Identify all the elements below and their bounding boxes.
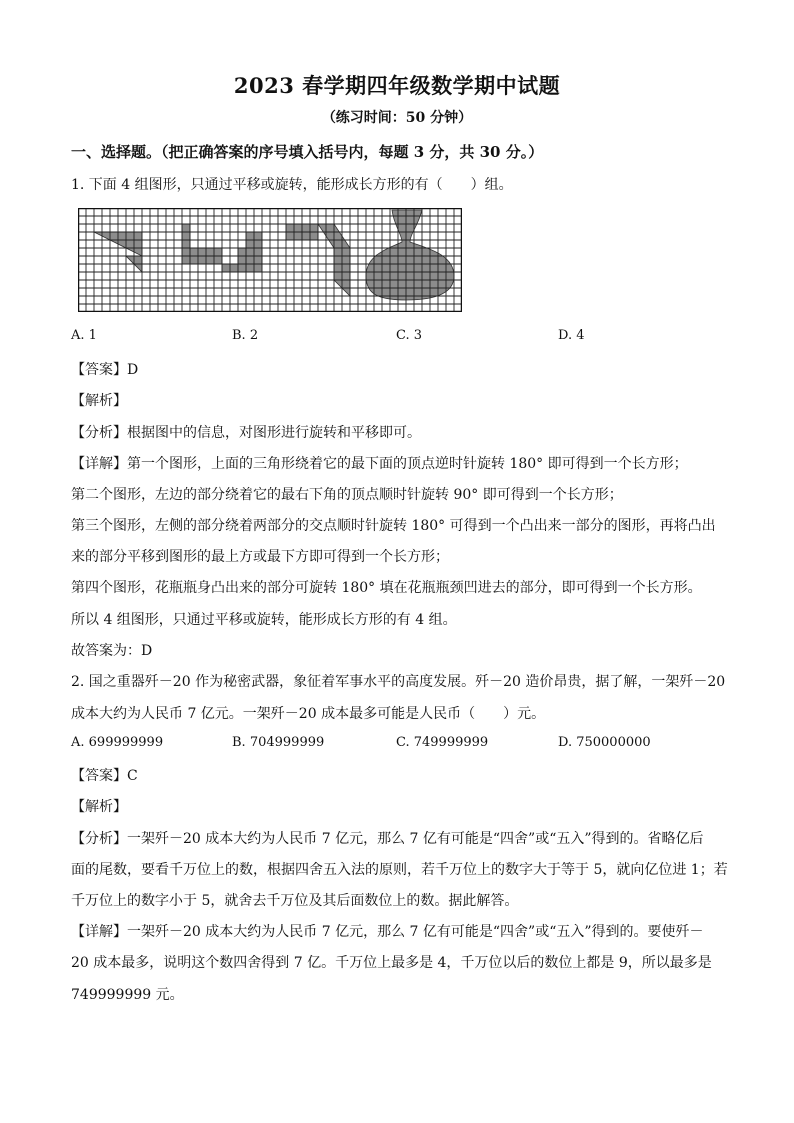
q1-fenxi: 【分析】根据图中的信息，对图形进行旋转和平移即可。: [71, 425, 421, 441]
q2-fenxi-line: 【分析】一架歼－20 成本大约为人民币 7 亿元，那么 7 亿有可能是“四舍”或“五入”得到的。省略亿后: [71, 831, 704, 847]
question-2-stem: 成本大约为人民币 7 亿元。一架歼－20 成本最多可能是人民币（ ）元。: [71, 706, 546, 722]
q2-option-c: C. 749999999: [396, 735, 489, 750]
q2-analysis-label: 【解析】: [71, 799, 127, 815]
question-1-figure: [78, 208, 462, 312]
q1-answer: 【答案】D: [71, 362, 139, 378]
q1-option-c: C. 3: [396, 328, 423, 343]
q2-answer: 【答案】C: [71, 768, 138, 784]
q2-fenxi-line: 千万位上的数字小于 5，就舍去千万位及其后面数位上的数。据此解答。: [71, 893, 519, 909]
section-heading: 一、选择题。（把正确答案的序号填入括号内，每题 3 分，共 30 分。）: [71, 143, 544, 161]
q2-option-a: A. 699999999: [71, 735, 164, 750]
q1-final-answer: 故答案为：D: [71, 643, 153, 659]
q1-detail-line: 第二个图形，左边的部分绕着它的最右下角的顶点顺时针旋转 90° 即可得到一个长方形；: [71, 487, 623, 503]
q1-option-a: A. 1: [71, 328, 97, 343]
q1-detail-line: 第三个图形，左侧的部分绕着两部分的交点顺时针旋转 180° 可得到一个凸出来一部分的图形，再将凸出: [71, 518, 716, 534]
q1-analysis-label: 【解析】: [71, 393, 127, 409]
q2-option-d: D. 750000000: [558, 735, 651, 750]
q2-detail-line: 749999999 元。: [71, 987, 184, 1003]
page-title: 2023 春学期四年级数学期中试题: [233, 73, 561, 98]
q2-detail-line: 【详解】一架歼－20 成本大约为人民币 7 亿元，那么 7 亿有可能是“四舍”或“五入”得到的。要使歼－: [71, 924, 704, 940]
question-2-stem: 2. 国之重器歼－20 作为秘密武器，象征着军事水平的高度发展。歼－20 造价昂贵，据了解，一架歼－20: [71, 674, 726, 690]
q1-option-d: D. 4: [558, 328, 585, 343]
q2-option-b: B. 704999999: [232, 735, 325, 750]
q2-detail-line: 20 成本最多，说明这个数四舍得到 7 亿。千万位上最多是 4，千万位以后的数位上都是 9，所以最多是: [71, 955, 712, 971]
q2-fenxi-line: 面的尾数，要看千万位上的数，根据四舍五入法的原则，若千万位上的数字大于等于 5，就向亿位进 1；若: [71, 862, 728, 878]
q1-detail-line: 【详解】第一个图形，上面的三角形绕着它的最下面的顶点逆时针旋转 180° 即可得到一个长方形；: [71, 456, 688, 472]
figure-4-vase: [366, 210, 454, 300]
question-1-stem: 1. 下面 4 组图形，只通过平移或旋转，能形成长方形的有（ ）组。: [71, 177, 513, 193]
q1-detail-line: 所以 4 组图形，只通过平移或旋转，能形成长方形的有 4 组。: [71, 612, 457, 628]
q1-option-b: B. 2: [232, 328, 259, 343]
q1-detail-line: 来的部分平移到图形的最上方或最下方即可得到一个长方形；: [71, 549, 449, 565]
q1-detail-line: 第四个图形，花瓶瓶身凸出来的部分可旋转 180° 填在花瓶瓶颈凹进去的部分，即可得到一个长方形。: [71, 580, 702, 596]
page-subtitle: （练习时间：50 分钟）: [321, 110, 473, 126]
